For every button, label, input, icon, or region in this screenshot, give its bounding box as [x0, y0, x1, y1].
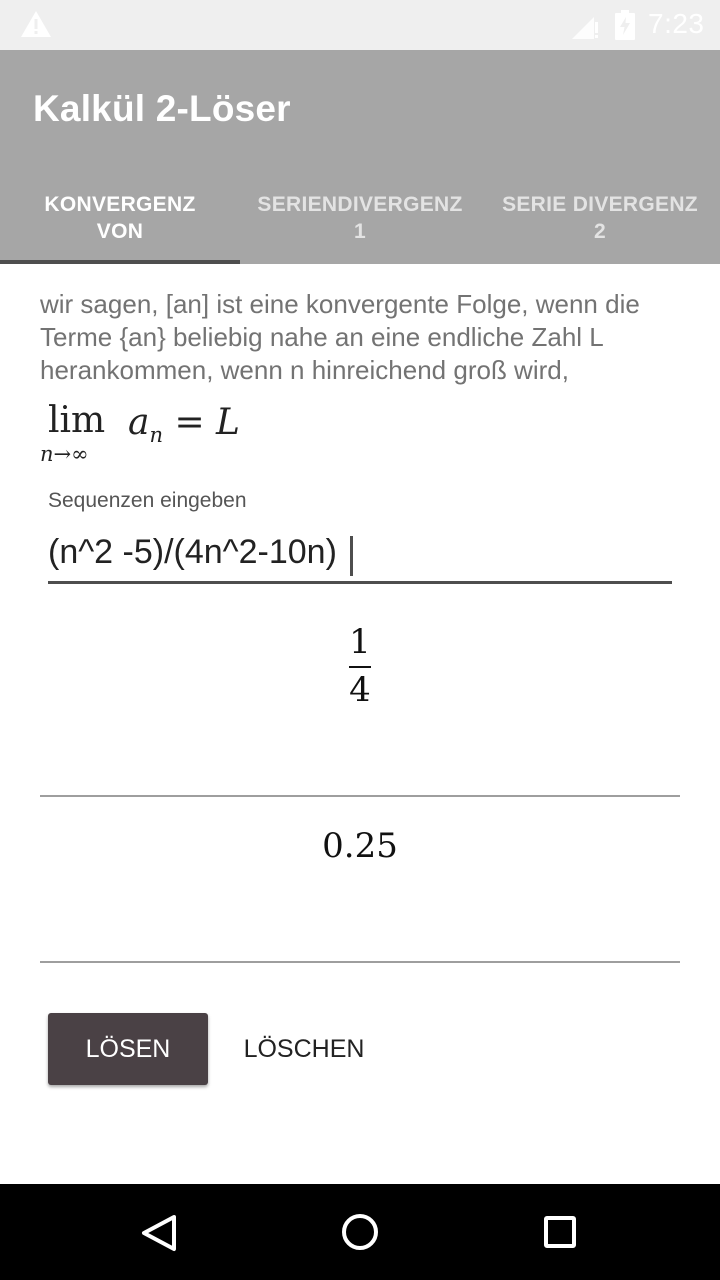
- battery-charging-icon: [614, 10, 636, 40]
- result-fraction: [0, 618, 720, 728]
- formula-lim: lim: [48, 400, 106, 441]
- fraction: [349, 618, 371, 728]
- status-time: 7:23: [648, 8, 705, 39]
- solve-button[interactable]: LÖSEN: [48, 1013, 208, 1085]
- result-decimal: 0.25: [322, 826, 398, 866]
- formula-variable-sub: n: [149, 423, 163, 448]
- status-bar: [0, 0, 720, 50]
- fraction-numerator: 1: [349, 622, 371, 662]
- formula-rhs: = L: [174, 402, 240, 443]
- divider: [40, 795, 680, 797]
- formula-subscript: n→∞: [40, 442, 89, 466]
- tab-seriendivergenz-1[interactable]: SERIENDIVERGENZ 1: [257, 193, 463, 243]
- tab-konvergenz[interactable]: KONVERGENZ VON: [0, 180, 240, 264]
- sequence-input[interactable]: [48, 528, 672, 584]
- signal-icon: [570, 14, 600, 40]
- clear-button[interactable]: LÖSCHEN: [224, 1013, 384, 1085]
- divider: [40, 961, 680, 963]
- fraction-denominator: 4: [349, 670, 371, 710]
- sequence-input-wrapper: [48, 528, 672, 588]
- navigation-bar: [0, 1184, 720, 1280]
- formula-expression: [128, 402, 240, 447]
- formula-variable: a: [128, 402, 150, 443]
- app-bar: [0, 50, 720, 264]
- back-icon[interactable]: [138, 1211, 182, 1255]
- tab-serie-divergenz-2[interactable]: SERIE DIVERGENZ 2: [502, 193, 698, 243]
- home-icon[interactable]: [338, 1210, 382, 1254]
- limit-formula: [38, 398, 278, 474]
- warning-icon: [20, 10, 52, 38]
- recent-apps-icon[interactable]: [538, 1210, 582, 1254]
- input-label: Sequenzen eingeben: [48, 489, 247, 512]
- tab-bar: [0, 180, 720, 264]
- description-text: wir sagen, [an] ist eine konvergente Folge, wenn die Terme {an} beliebig nahe an eine endliche Zahl L herankommen, wenn n hinreichend groß wird,: [40, 289, 640, 385]
- text-caret: [350, 536, 353, 576]
- app-title: Kalkül 2-Löser: [33, 88, 291, 129]
